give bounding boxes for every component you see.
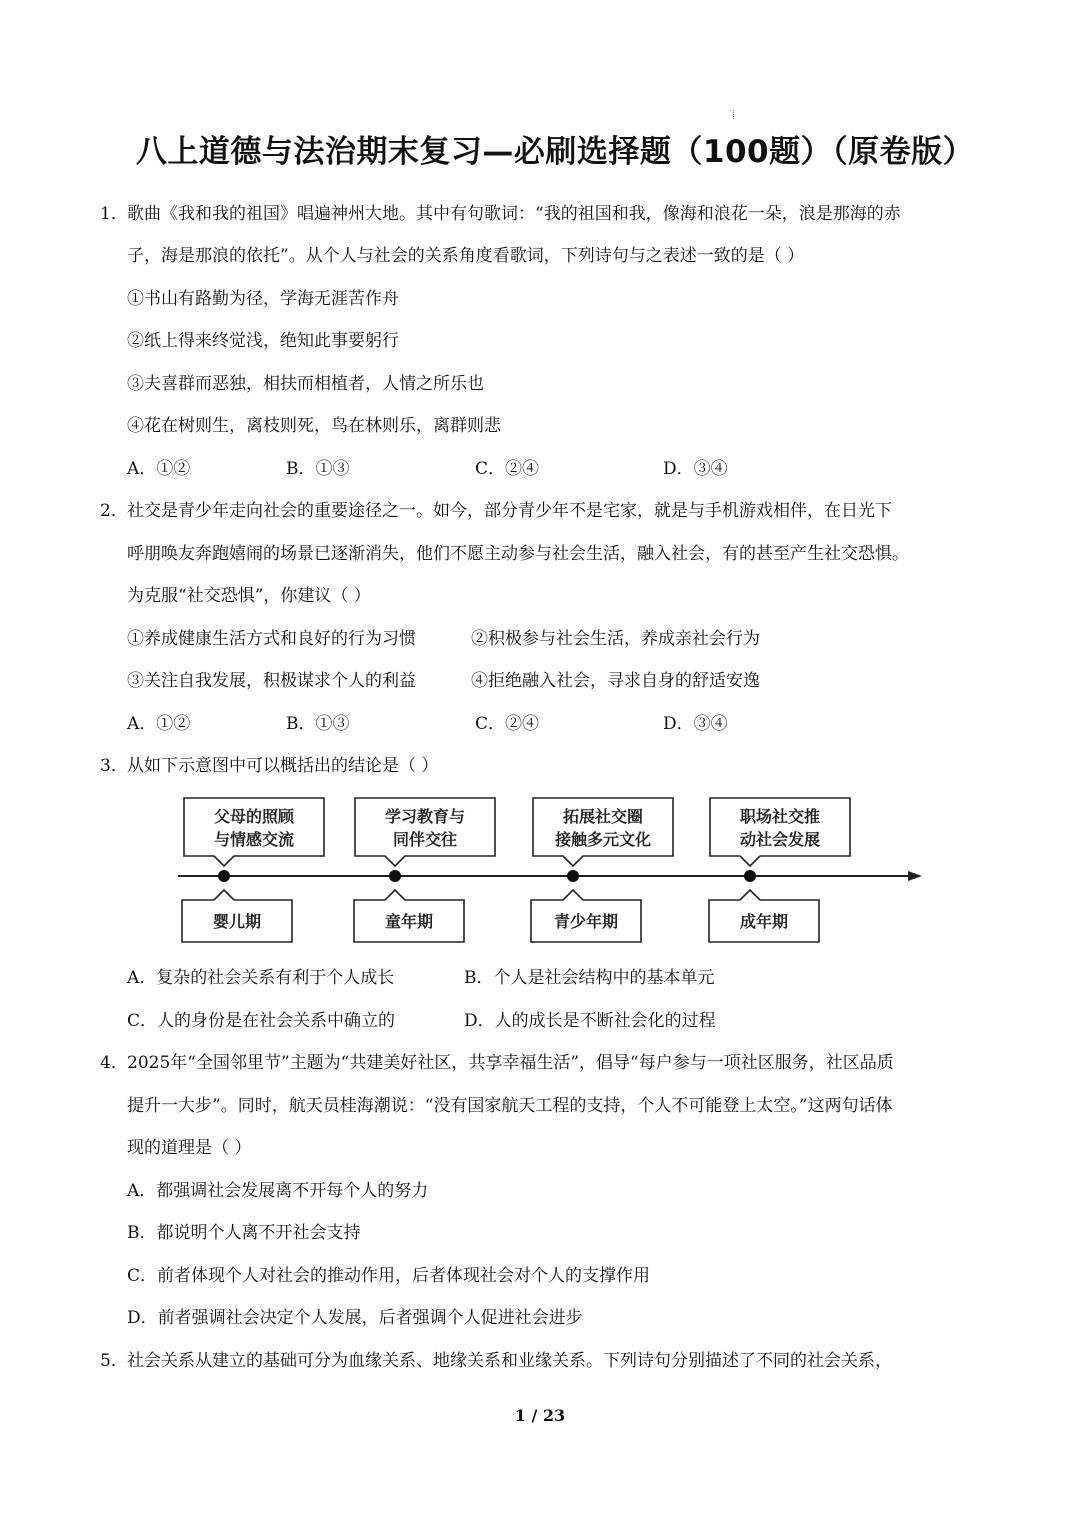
option-a[interactable]: A．①② xyxy=(127,459,191,479)
question-stem-line: 歌曲《我和我的祖国》唱遍神州大地。其中有句歌词：“我的祖国和我，像海和浪花一朵，浪是那海的赤 xyxy=(127,204,901,224)
page-title: 八上道德与法治期末复习—必刷选择题（100题）（原卷版） xyxy=(135,134,975,170)
question-stem-line: 现的道理是（ ） xyxy=(127,1138,252,1158)
callout-text: 学习教育与 xyxy=(384,807,466,826)
question-number: 2． xyxy=(100,501,128,521)
callout-text: 职场社交推 xyxy=(739,807,821,826)
statement-item: ①书山有路勤为径，学海无涯苦作舟 xyxy=(127,289,399,309)
callout-text: 拓展社交圈 xyxy=(562,807,644,826)
timeline-dot xyxy=(218,870,230,882)
option-c[interactable]: C．②④ xyxy=(475,459,540,479)
question-stem-line: 2025年“全国邻里节”主题为“共建美好社区，共享幸福生活”，倡导“每户参与一项社区服务，社区品质 xyxy=(127,1053,894,1073)
question-stem-line: 子，海是那浪的依托”。从个人与社会的关系角度看歌词，下列诗句与之表述一致的是（ ） xyxy=(127,246,805,266)
question-stem-line: 社交是青少年走向社会的重要途径之一。如今，部分青少年不是宅家，就是与手机游戏相伴，在日光下 xyxy=(127,501,892,521)
option-c[interactable]: C．②④ xyxy=(475,714,540,734)
callout-text: 与情感交流 xyxy=(213,830,295,849)
option-d[interactable]: D．③④ xyxy=(663,714,728,734)
option-d[interactable]: D．前者强调社会决定个人发展，后者强调个人促进社会进步 xyxy=(127,1308,583,1328)
question-stem-line: 提升一大步”。同时，航天员桂海潮说：“没有国家航天工程的支持，个人不可能登上太空。”这两句话体 xyxy=(127,1096,893,1116)
question-number: 1． xyxy=(100,204,128,224)
timeline-arrowhead xyxy=(908,871,922,881)
option-a[interactable]: A．①② xyxy=(127,714,191,734)
option-b[interactable]: B．个人是社会结构中的基本单元 xyxy=(464,968,715,988)
question-stem-line: 呼朋唤友奔跑嬉闹的场景已逐渐消失，他们不愿主动参与社会生活，融入社会，有的甚至产生社交恐惧。 xyxy=(127,544,909,564)
option-d[interactable]: D．③④ xyxy=(663,459,728,479)
callout-text: 动社会发展 xyxy=(739,830,821,849)
option-a[interactable]: A．复杂的社会关系有利于个人成长 xyxy=(127,968,395,988)
question-number: 5． xyxy=(100,1351,128,1371)
question-stem-line: 为克服“社交恐惧”，你建议（ ） xyxy=(127,586,371,606)
statement-item: ③关注自我发展，积极谋求个人的利益 xyxy=(127,671,416,691)
statement-item: ②积极参与社会生活，养成亲社会行为 xyxy=(471,629,760,649)
option-b[interactable]: B．都说明个人离不开社会支持 xyxy=(127,1223,361,1243)
stage-label: 婴儿期 xyxy=(212,912,262,931)
callout-text: 父母的照顾 xyxy=(213,807,295,826)
question-stem-line: 社会关系从建立的基础可分为血缘关系、地缘关系和业缘关系。下列诗句分别描述了不同的社会关系， xyxy=(127,1351,892,1371)
timeline-dot xyxy=(389,870,401,882)
option-d[interactable]: D．人的成长是不断社会化的过程 xyxy=(464,1011,716,1031)
option-c[interactable]: C．前者体现个人对社会的推动作用，后者体现社会对个人的支撑作用 xyxy=(127,1266,651,1286)
header-mark xyxy=(733,110,735,119)
statement-item: ④花在树则生，离枝则死，鸟在林则乐，离群则悲 xyxy=(127,416,501,436)
stage-label: 成年期 xyxy=(739,912,789,931)
option-a[interactable]: A．都强调社会发展离不开每个人的努力 xyxy=(127,1181,429,1201)
option-c[interactable]: C．人的身份是在社会关系中确立的 xyxy=(127,1011,396,1031)
callout-text: 同伴交往 xyxy=(392,830,458,849)
growth-stage-diagram xyxy=(170,792,930,952)
statement-item: ②纸上得来终觉浅，绝知此事要躬行 xyxy=(127,331,399,351)
stage-infancy xyxy=(182,798,324,942)
stage-adolescence xyxy=(531,798,673,942)
statement-item: ①养成健康生活方式和良好的行为习惯 xyxy=(127,629,416,649)
stage-childhood xyxy=(354,798,495,942)
timeline-dot xyxy=(567,870,579,882)
page-number: 1 / 23 xyxy=(514,1406,566,1425)
statement-item: ④拒绝融入社会，寻求自身的舒适安逸 xyxy=(471,671,760,691)
question-stem-line: 从如下示意图中可以概括出的结论是（ ） xyxy=(127,756,439,776)
question-number: 3． xyxy=(100,756,128,776)
option-b[interactable]: B．①③ xyxy=(286,459,350,479)
stage-label: 童年期 xyxy=(384,912,434,931)
stage-adulthood xyxy=(709,798,850,942)
stage-label: 青少年期 xyxy=(553,912,619,931)
question-number: 4． xyxy=(100,1053,128,1073)
option-b[interactable]: B．①③ xyxy=(286,714,350,734)
statement-item: ③夫喜群而恶独，相扶而相植者，人情之所乐也 xyxy=(127,374,484,394)
callout-text: 接触多元文化 xyxy=(554,830,652,849)
timeline-dot xyxy=(744,870,756,882)
